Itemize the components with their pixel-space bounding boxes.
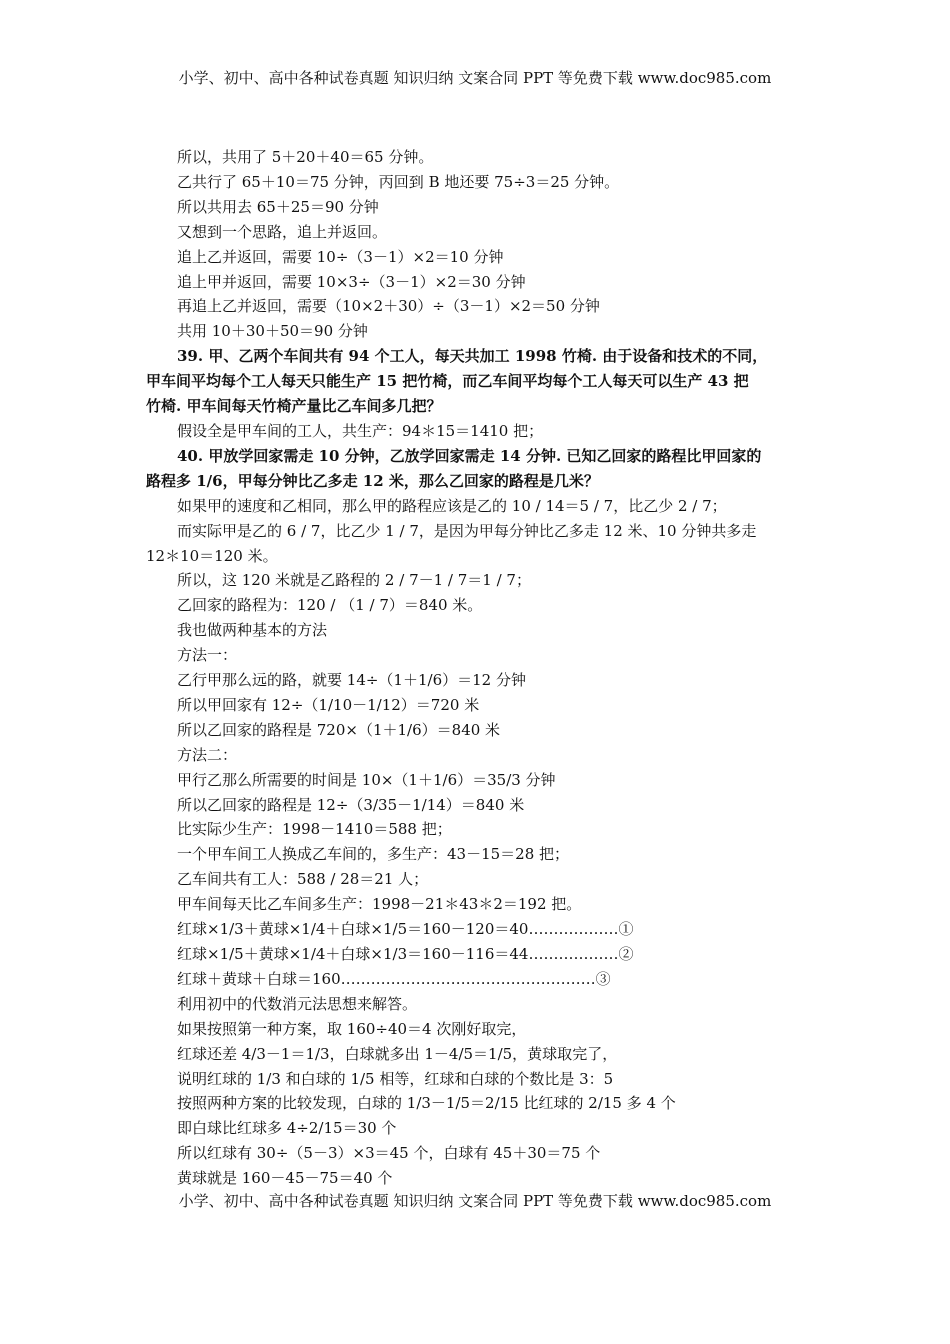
question-40-line: 路程多 1/6，甲每分钟比乙多走 12 米，那么乙回家的路程是几米？ [146, 471, 599, 490]
question-39-line: 竹椅. 甲车间每天竹椅产量比乙车间多几把？ [146, 397, 442, 416]
text-line: 说明红球的 1/3 和白球的 1/5 相等，红球和白球的个数比是 3：5 [177, 1069, 614, 1088]
page-footer: 小学、初中、高中各种试卷真题 知识归纳 文案合同 PPT 等免费下载 www.doc985.com [178, 1192, 772, 1210]
text-line: 黄球就是 160－45－75＝40 个 [177, 1169, 393, 1188]
text-line: 所以，这 120 米就是乙路程的 2 / 7－1 / 7＝1 / 7； [177, 571, 531, 590]
answer-39: 假设全是甲车间的工人，共生产：94＊15＝1410 把； [177, 421, 544, 440]
equation-line: 红球＋黄球＋白球＝160……………………………………………③ [177, 969, 611, 988]
text-line: 方法一： [177, 646, 238, 665]
text-line: 共用 10＋30＋50＝90 分钟 [177, 322, 368, 341]
text-line: 又想到一个思路，追上并返回。 [177, 222, 388, 241]
equation-line: 红球×1/3＋黄球×1/4＋白球×1/5＝160－120＝40………………① [177, 920, 634, 939]
text-line: 所以共用去 65＋25＝90 分钟 [177, 197, 379, 216]
text-line: 一个甲车间工人换成乙车间的，多生产：43－15＝28 把； [177, 845, 570, 864]
document-body [146, 145, 808, 1191]
page-header: 小学、初中、高中各种试卷真题 知识归纳 文案合同 PPT 等免费下载 www.doc985.com [178, 69, 772, 87]
answer-40-line: 如果甲的速度和乙相同，那么甲的路程应该是乙的 10 / 14＝5 / 7，比乙少 2 / 7； [177, 496, 727, 515]
text-line: 乙车间共有工人：588 / 28＝21 人； [177, 870, 429, 889]
text-line: 所以乙回家的路程是 12÷（3/35－1/14）＝840 米 [177, 795, 525, 814]
answer-40-line: 而实际甲是乙的 6 / 7，比乙少 1 / 7，是因为甲每分钟比乙多走 12 米、10 分钟共多走 [177, 521, 757, 540]
text-line: 追上甲并返回，需要 10×3÷（3－1）×2＝30 分钟 [177, 272, 526, 291]
text-line: 方法二： [177, 745, 238, 764]
text-line: 追上乙并返回，需要 10÷（3－1）×2＝10 分钟 [177, 247, 504, 266]
text-line: 所以乙回家的路程是 720×（1＋1/6）＝840 米 [177, 720, 501, 739]
text-line: 甲车间每天比乙车间多生产：1998－21＊43＊2＝192 把。 [177, 895, 582, 914]
question-39-line: 甲车间平均每个工人每天只能生产 15 把竹椅，而乙车间平均每个工人每天可以生产 43 把 [146, 372, 749, 391]
text-line: 所以，共用了 5＋20＋40＝65 分钟。 [177, 148, 434, 166]
text-line: 按照两种方案的比较发现，白球的 1/3－1/5＝2/15 比红球的 2/15 多 4 个 [177, 1094, 676, 1113]
text-line: 乙回家的路程为：120 / （1 / 7）＝840 米。 [177, 596, 483, 615]
text-line: 所以红球有 30÷（5－3）×3＝45 个，白球有 45＋30＝75 个 [177, 1144, 601, 1163]
question-39-line: 39. 甲、乙两个车间共有 94 个工人，每天共加工 1998 竹椅. 由于设备和技术的不同， [177, 347, 768, 366]
text-line: 乙共行了 65＋10＝75 分钟，丙回到 B 地还要 75÷3＝25 分钟。 [177, 172, 620, 191]
text-line: 如果按照第一种方案，取 160÷40＝4 次刚好取完， [177, 1019, 527, 1038]
text-line: 利用初中的代数消元法思想来解答。 [177, 994, 418, 1013]
text-line: 甲行乙那么所需要的时间是 10×（1＋1/6）＝35/3 分钟 [177, 770, 556, 789]
equation-line: 红球×1/5＋黄球×1/4＋白球×1/3＝160－116＝44………………② [177, 945, 634, 963]
text-line: 再追上乙并返回，需要（10×2＋30）÷（3－1）×2＝50 分钟 [177, 297, 600, 316]
text-line: 比实际少生产：1998－1410＝588 把； [177, 820, 452, 839]
text-line: 我也做两种基本的方法 [177, 621, 328, 640]
text-line: 红球还差 4/3－1＝1/3，白球就多出 1－4/5＝1/5，黄球取完了， [177, 1044, 618, 1063]
answer-40-line: 12＊10＝120 米。 [146, 546, 278, 565]
question-40-line: 40. 甲放学回家需走 10 分钟，乙放学回家需走 14 分钟. 已知乙回家的路程比甲回家的 [177, 446, 762, 465]
text-line: 所以甲回家有 12÷（1/10－1/12）＝720 米 [177, 695, 480, 714]
text-line: 乙行甲那么远的路，就要 14÷（1＋1/6）＝12 分钟 [177, 671, 526, 690]
text-line: 即白球比红球多 4÷2/15＝30 个 [177, 1119, 397, 1138]
